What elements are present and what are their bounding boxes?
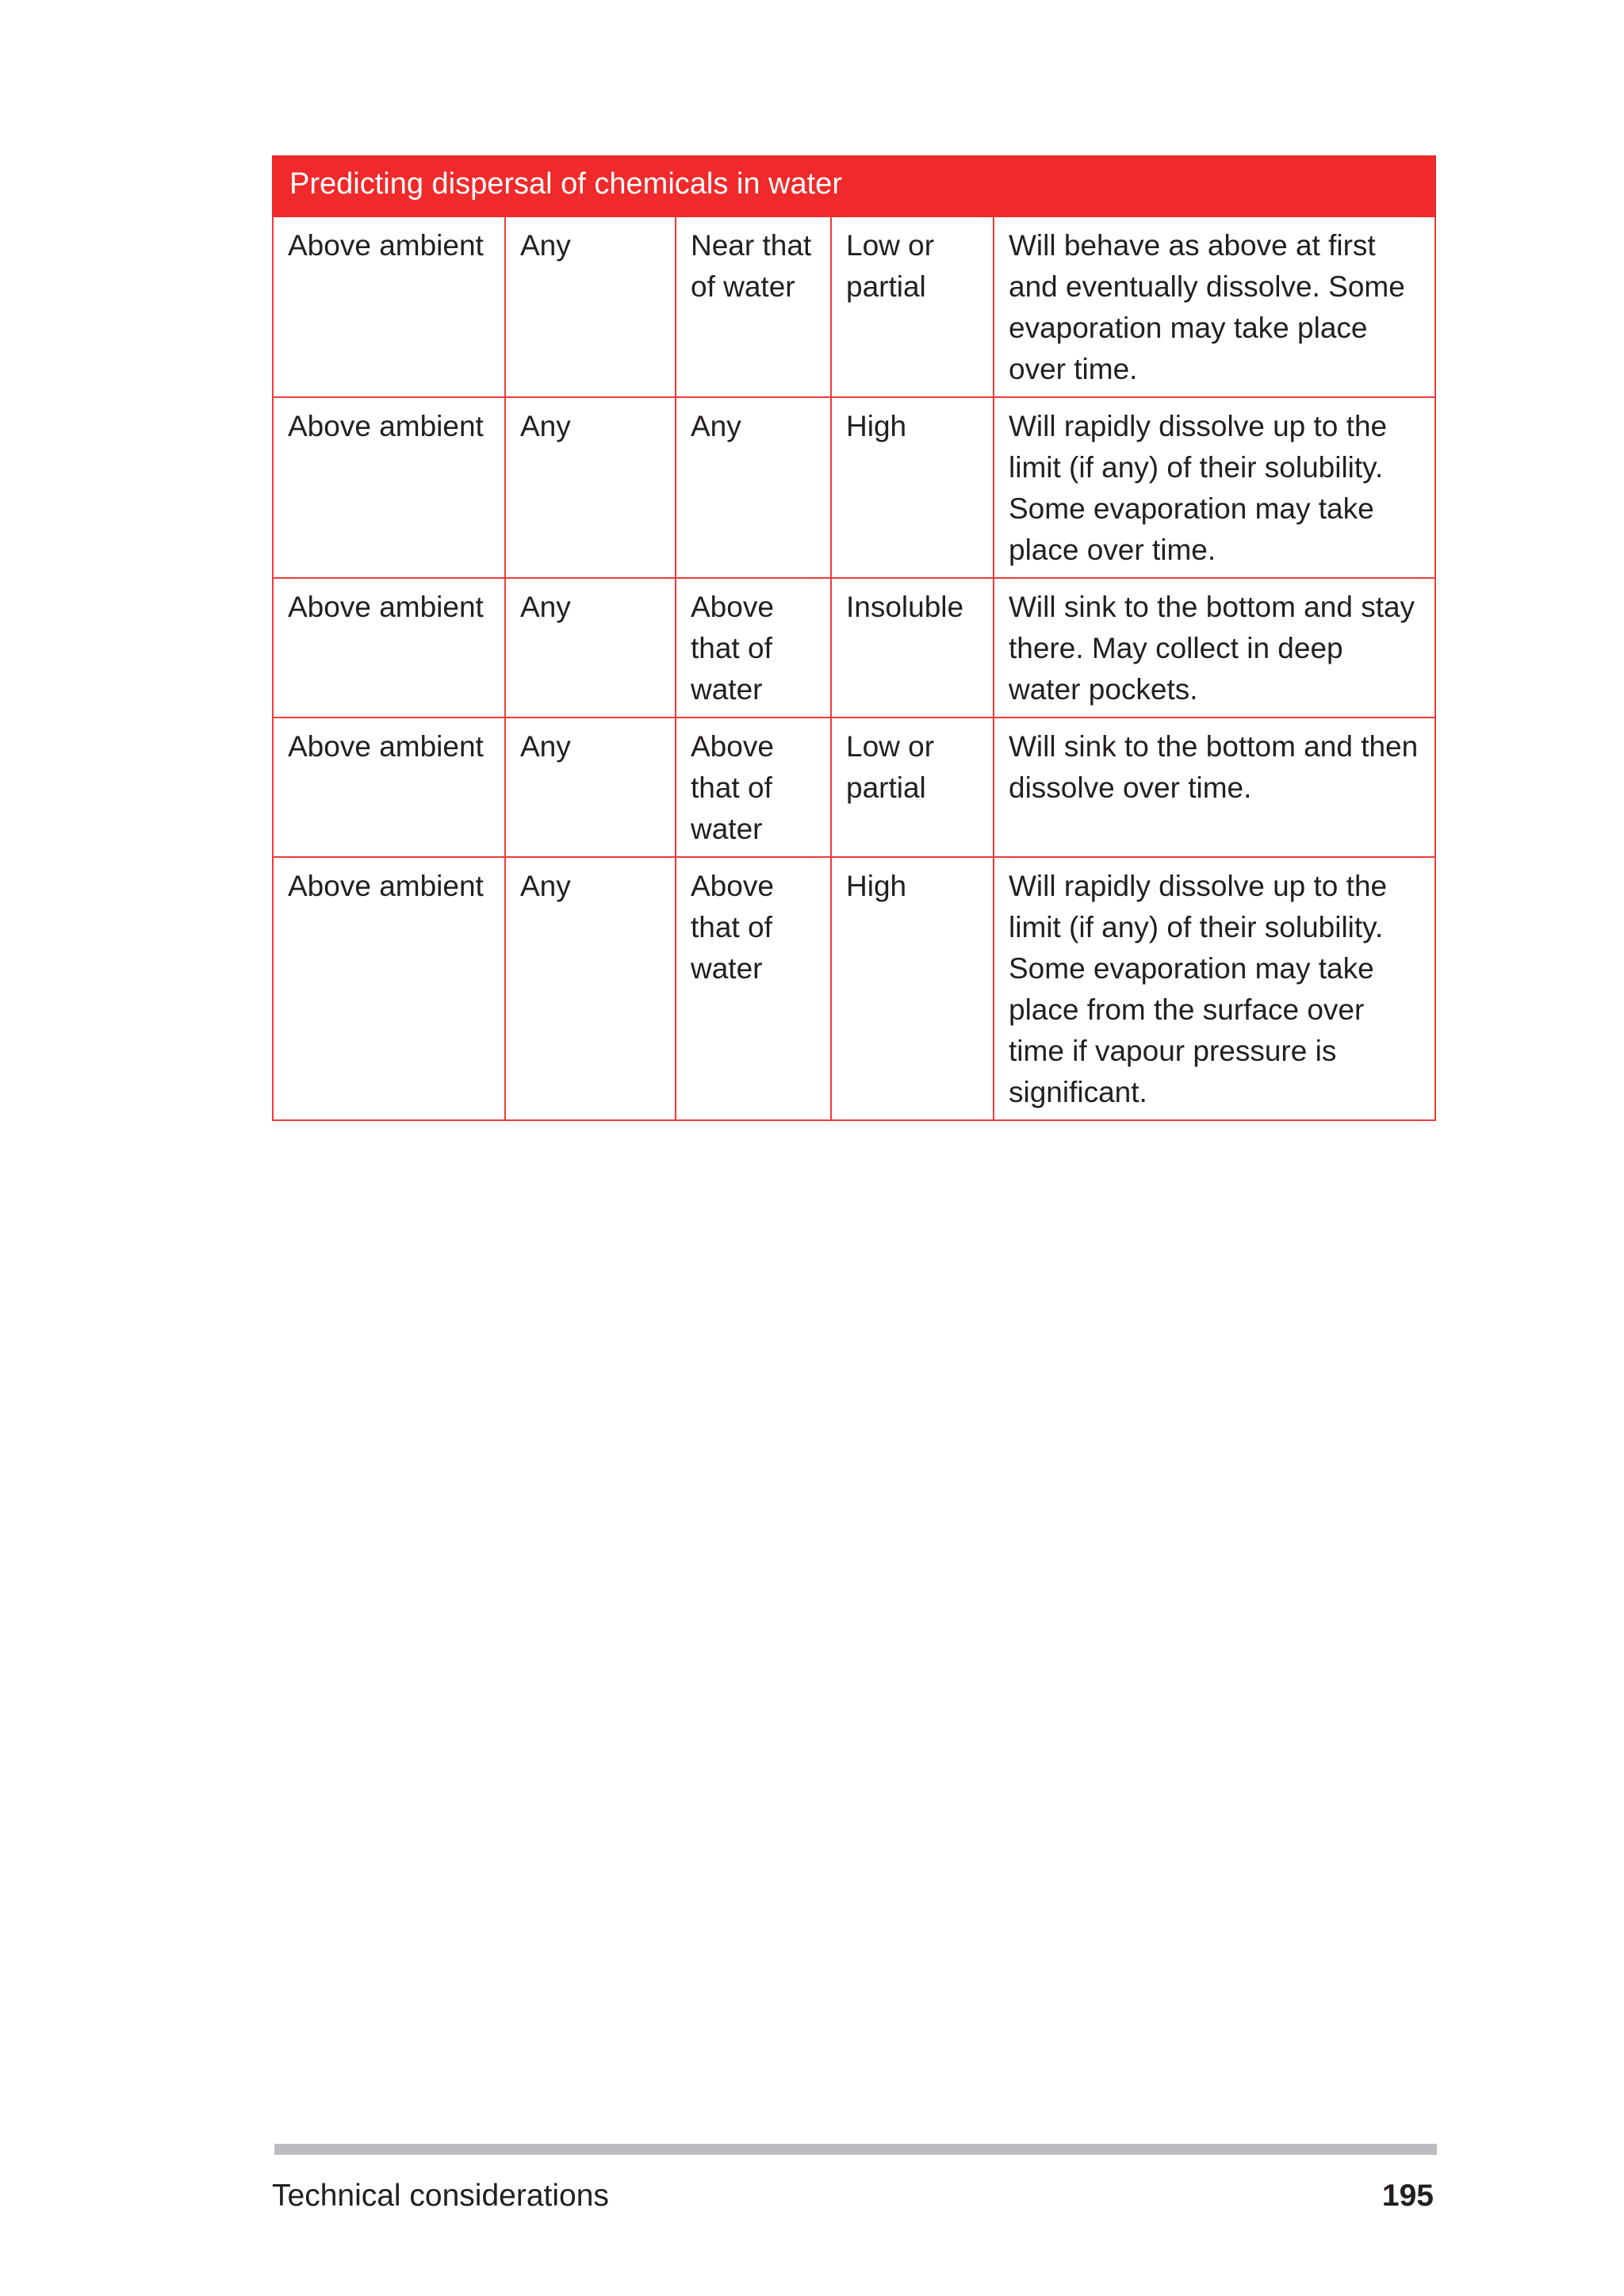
table-cell: Above ambient [273, 857, 505, 1120]
table-row [273, 397, 1435, 578]
table-cell: Any [505, 718, 676, 857]
table-cell: Any [505, 578, 676, 718]
table-cell: Any [676, 397, 831, 578]
table-cell: Will rapidly dissolve up to the limit (if any) of their solubility. Some evaporation may take place from the surface over time if vapour pressure is significant. [994, 857, 1435, 1120]
dispersal-table-container [272, 155, 1434, 1121]
table-cell: Any [505, 397, 676, 578]
table-title: Predicting dispersal of chemicals in water [273, 156, 1435, 216]
table-cell: Above ambient [273, 578, 505, 718]
table-cell: Above ambient [273, 397, 505, 578]
table-cell: Near that of water [676, 216, 831, 397]
page-number: 195 [1381, 2179, 1434, 2213]
footer-section-title: Technical considerations [272, 2179, 609, 2213]
table-cell: Insoluble [831, 578, 994, 718]
dispersal-table [272, 155, 1436, 1121]
table-cell: Above that of water [676, 857, 831, 1120]
table-cell: Will rapidly dissolve up to the limit (if any) of their solubility. Some evaporation may take place over time. [994, 397, 1435, 578]
table-row [273, 718, 1435, 857]
table-cell: Any [505, 857, 676, 1120]
table-cell: High [831, 397, 994, 578]
table-cell: Will sink to the bottom and stay there. May collect in deep water pockets. [994, 578, 1435, 718]
table-cell: Above ambient [273, 216, 505, 397]
table-cell: Above that of water [676, 578, 831, 718]
table-cell: Will sink to the bottom and then dissolve over time. [994, 718, 1435, 857]
table-cell: Any [505, 216, 676, 397]
table-cell: Low or partial [831, 718, 994, 857]
table-row [273, 578, 1435, 718]
table-title-row [273, 156, 1435, 216]
table-row [273, 857, 1435, 1120]
table-cell: Low or partial [831, 216, 994, 397]
table-cell: Above ambient [273, 718, 505, 857]
footer-divider [274, 2144, 1437, 2155]
table-cell: Will behave as above at first and eventually dissolve. Some evaporation may take place over time. [994, 216, 1435, 397]
table-cell: Above that of water [676, 718, 831, 857]
table-cell: High [831, 857, 994, 1120]
table-row [273, 216, 1435, 397]
